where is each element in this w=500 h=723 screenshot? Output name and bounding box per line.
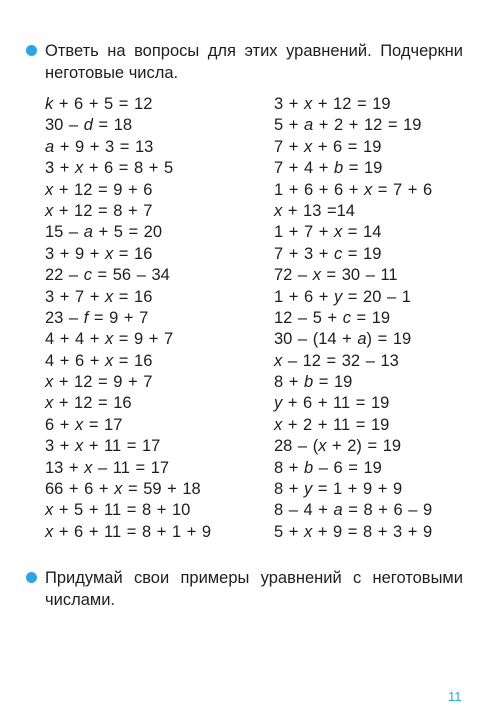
equation-row: 3 + 7 + x = 16 (45, 287, 153, 306)
equations-left-column (45, 94, 211, 543)
equation-row: x + 13 =14 (274, 201, 355, 220)
equation-row: 72 – x = 30 – 11 (274, 266, 398, 285)
equation-row: 12 – 5 + c = 19 (274, 308, 391, 327)
equation-row: 4 + 6 + x = 16 (45, 351, 153, 370)
equation-row: 5 + x + 9 = 8 + 3 + 9 (274, 522, 433, 541)
equation-row: 6 + x = 17 (45, 415, 123, 434)
equation-row: 22 – c = 56 – 34 (45, 266, 170, 285)
equation-row: 15 – a + 5 = 20 (45, 223, 163, 242)
equation-row: 7 + x + 6 = 19 (274, 137, 382, 156)
equation-row: 8 + b – 6 = 19 (274, 458, 382, 477)
equation-row: a + 9 + 3 = 13 (45, 137, 154, 156)
equation-row: 28 – (x + 2) = 19 (274, 437, 402, 456)
equation-row: x + 12 = 9 + 7 (45, 373, 153, 392)
equation-row: 30 – d = 18 (45, 116, 133, 135)
equation-row: 3 + x + 12 = 19 (274, 95, 391, 113)
equation-row: y + 6 + 11 = 19 (274, 394, 390, 413)
equation-row: k + 6 + 5 = 12 (45, 95, 153, 113)
task-2-text: Придумай свои примеры уравнений с неготовыми числами. (45, 569, 463, 609)
task-instruction-2 (45, 567, 463, 611)
equations-right-column (274, 94, 432, 543)
equation-row: 13 + x – 11 = 17 (45, 458, 170, 477)
equation-row: 5 + a + 2 + 12 = 19 (274, 116, 422, 135)
equation-row: x + 12 = 16 (45, 394, 132, 413)
equation-row: x + 12 = 9 + 6 (45, 180, 153, 199)
equation-row: 8 – 4 + a = 8 + 6 – 9 (274, 501, 433, 520)
equation-row: 3 + x + 11 = 17 (45, 437, 161, 456)
equation-row: 3 + 9 + x = 16 (45, 244, 153, 263)
equation-row: 23 – f = 9 + 7 (45, 308, 149, 327)
equation-row: 7 + 3 + c = 19 (274, 244, 382, 263)
bullet-icon (26, 572, 37, 583)
task-1-text: Ответь на вопросы для этих уравнений. Подчеркни неготовые числа. (45, 42, 463, 82)
equation-row: 1 + 6 + y = 20 – 1 (274, 287, 411, 306)
equation-row: x + 2 + 11 = 19 (274, 415, 390, 434)
equation-row: 4 + 4 + x = 9 + 7 (45, 330, 174, 349)
equation-row: x – 12 = 32 – 13 (274, 351, 399, 370)
task-instruction-1 (45, 40, 463, 84)
equation-row: 1 + 7 + x = 14 (274, 223, 382, 242)
equation-row: 8 + b = 19 (274, 373, 353, 392)
equation-row: 7 + 4 + b = 19 (274, 159, 383, 178)
equation-row: 3 + x + 6 = 8 + 5 (45, 159, 174, 178)
equation-row: 8 + y = 1 + 9 + 9 (274, 480, 403, 499)
equation-row: 1 + 6 + 6 + x = 7 + 6 (274, 180, 433, 199)
page-number: 11 (448, 689, 462, 704)
equation-row: x + 5 + 11 = 8 + 10 (45, 501, 191, 520)
bullet-icon (26, 45, 37, 56)
equation-row: x + 12 = 8 + 7 (45, 201, 153, 220)
equation-row: x + 6 + 11 = 8 + 1 + 9 (45, 522, 212, 541)
equation-row: 66 + 6 + x = 59 + 18 (45, 480, 201, 499)
equation-row: 30 – (14 + a) = 19 (274, 330, 412, 349)
